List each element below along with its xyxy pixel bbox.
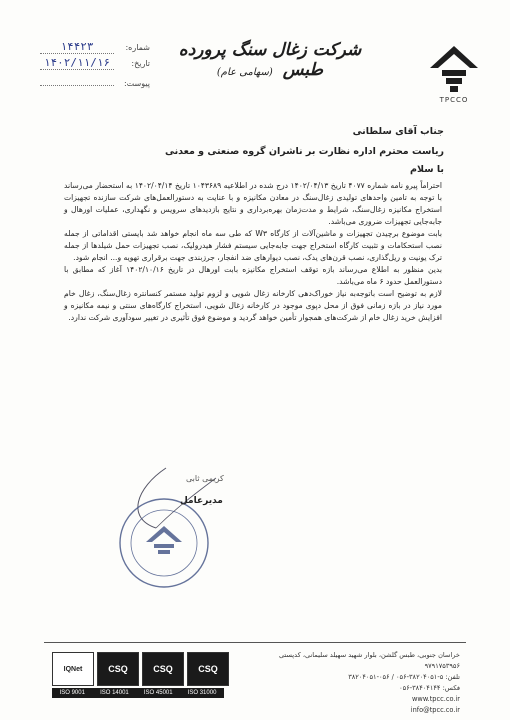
footer-website[interactable]: www.tpcc.co.ir (412, 695, 460, 703)
cert-label-strip (52, 688, 224, 698)
recipient-name: جناب آقای سلطانی (352, 126, 444, 137)
cert-label: ISO 9001 (59, 690, 85, 696)
meta-attachment-row (40, 72, 150, 88)
body-paragraph: احتراماً پیرو نامه شماره ۴۰۷۷ تاریخ ۱۴۰۲/۰۴/۱۳ درج شده در اطلاعیه ۱۰۴۳۶۸۹ تاریخ ۱۴۰۲/۰۴/۱۴ به استحضار می‌رساند با توجه به تامین واحدهای تولیدی زغال‌سنگ در معادن مکانیزه و با عنایت به دستورالعمل‌های شرکت سازنده تجهیزات استخراج مکانیزه زغال‌سنگ، شرایط و مدت‌زمان بهره‌برداری و نتایج بازدیدهای سرویس و نگهداری، عملیات اورهال و جابه‌جایی تجهیزات ضروری می‌باشد. (64, 181, 443, 226)
company-name: شرکت زغال سنگ پرورده طبس (178, 40, 362, 80)
cert-label: ISO 14001 (100, 690, 129, 696)
letter-body (64, 180, 442, 324)
letter-attachment (40, 72, 114, 86)
footer-email[interactable]: info@tpcc.co.ir (410, 706, 460, 714)
body-paragraph: لازم به توضیح است باتوجه‌به نیاز خوراک‌دهی کارخانه زغال شویی و لزوم تولید مستمر کنسانتره زغال‌سنگ، زغال خام مورد نیاز در بازه زمانی فوق از محل دپوی موجود در کارخانه زغال شویی، استخراج کارگاه‌های سنتی و نیمه مکانیزه و افزایش خرید زغال خام از شرکت‌های همجوار تأمین خواهد گردید و موضوع فوق تأثیری در تغییر سودآوری شرکت ندارد. (64, 289, 442, 322)
greeting: با سلام (410, 164, 444, 175)
recipient-position: ریاست محترم اداره نظارت بر ناشران گروه صنعتی و معدنی (164, 146, 444, 157)
footer-divider (44, 642, 466, 643)
logo-caption: TPCCO (439, 96, 469, 104)
letter-number: ۱۴۴۲۳ (40, 40, 114, 54)
date-label: تاریخ: (131, 59, 150, 68)
cert-row (52, 652, 232, 686)
body-paragraph: بابت موضوع برچیدن تجهیزات و ماشین‌آلات از کارگاه W۳ که طی سه ماه انجام خواهد شد بایستی اقداماتی از جمله نصب استحکامات و تثبیت کارگاه استخراج جهت جابه‌جایی سیستم فشار هیدرولیک، نصب تجهیزات حمل شیلدها از جمله ترک یونیت و ریل‌گذاری، نصب قرن‌های یدک، نصب دیوارهای ضد انفجار، جرزبندی جهت برقراری تهویه و... انجام شود. (64, 229, 442, 262)
company-title (160, 40, 380, 80)
recipient-block (64, 122, 444, 162)
signatory-title: مدیرعامل (180, 496, 223, 506)
certification-logos (52, 652, 232, 694)
cert-badge: CSQ (187, 652, 229, 686)
cert-badge: CSQ (97, 652, 139, 686)
footer-contact (246, 650, 460, 716)
footer-phone: تلفن: ۵-۳۸۲۰۴۰۵۱-۰۵۶ / ۰۵۶-۳۸۲۰۴۰۵۱ (348, 673, 460, 681)
cert-label: ISO 45001 (143, 690, 173, 696)
meta-date-row (40, 56, 150, 72)
body-paragraph: بدین منظور به اطلاع می‌رساند بازه توقف استخراج مکانیزه بابت اورهال در تاریخ ۱۴۰۲/۱۰/۱۶ آغاز که مطابق با دستورالعمل حدود ۶ ماه می‌باشد. (64, 265, 443, 286)
cert-label: ISO 31000 (187, 690, 217, 696)
cert-badge: CSQ (142, 652, 184, 686)
company-logo (428, 44, 480, 100)
letter-date: ۱۴۰۲/۱۱/۱۶ (40, 56, 114, 70)
attachment-label: پیوست: (123, 79, 150, 88)
signatory-name: کریمی ثابی (186, 474, 224, 483)
company-suffix: (سهامی عام) (216, 67, 273, 78)
number-label: شماره: (125, 43, 150, 52)
letter-meta (40, 40, 150, 88)
footer-fax: فکس: ۳۸۴۰۴۱۴۴-۰۵۶ (399, 684, 460, 692)
company-stamp (96, 448, 246, 598)
footer-address: خراسان جنوبی، طبس گلشن، بلوار شهید سهیلد سلیمانی، کدپستی ۹۷۹۱۷۵۳۹۵۶ (278, 651, 460, 670)
meta-number-row (40, 40, 150, 56)
iqnet-logo: IQNet (52, 652, 94, 686)
